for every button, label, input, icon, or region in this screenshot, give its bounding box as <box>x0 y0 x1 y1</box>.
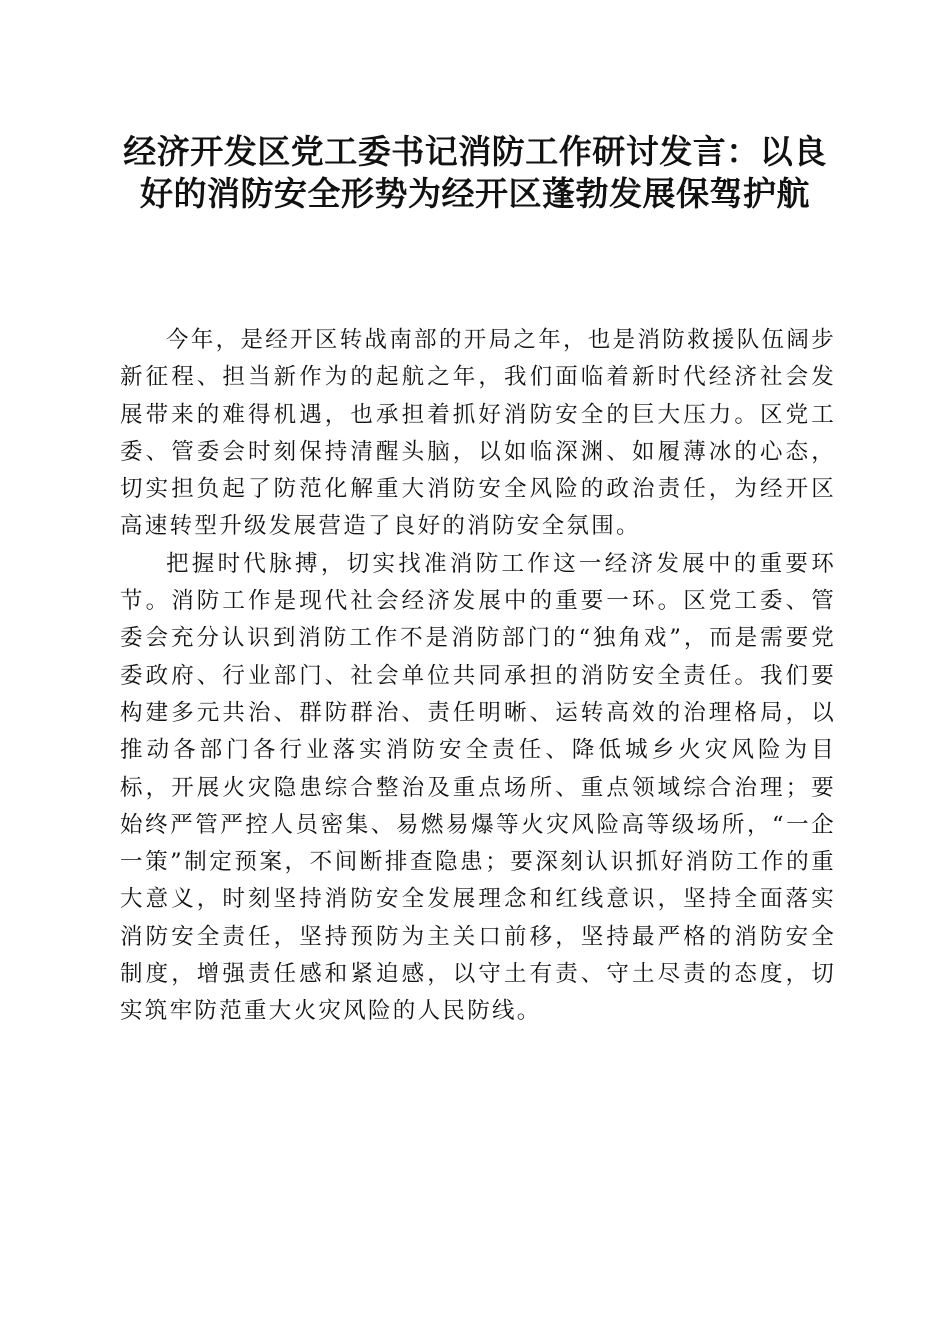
paragraph-intro: 今年，是经开区转战南部的开局之年，也是消防救援队伍阔步新征程、担当新作为的起航之年，我们面临着新时代经济社会发展带来的难得机遇，也承担着抓好消防安全的巨大压力。区党工委、管委会时刻保持清醒头脑，以如临深渊、如履薄冰的心态，切实担负起了防范化解重大消防安全风险的政治责任，为经开区高速转型升级发展营造了良好的消防安全氛围。 <box>120 327 836 540</box>
document-title: 经济开发区党工委书记消防工作研讨发言：以良好的消防安全形势为经开区蓬勃发展保驾护航 <box>123 132 827 213</box>
paragraph-grasp-era: 把握时代脉搏，切实找准消防工作这一经济发展中的重要环节。消防工作是现代社会经济发展中的重要一环。区党工委、管委会充分认识到消防工作不是消防部门的“独角戏”，而是需要党委政府、行业部门、社会单位共同承担的消防安全责任。我们要构建多元共治、群防群治、责任明晰、运转高效的治理格局，以推动各部门各行业落实消防安全责任、降低城乡火灾风险为目标，开展火灾隐患综合整治及重点场所、重点领域综合治理；要始终严管严控人员密集、易燃易爆等火灾风险高等级场所，“一企一策”制定预案，不间断排查隐患；要深刻认识抓好消防工作的重大意义，时刻坚持消防安全发展理念和红线意识，坚持全面落实消防安全责任，坚持预防为主关口前移，坚持最严格的消防安全制度，增强责任感和紧迫感，以守土有责、守土尽责的态度，切实筑牢防范重大火灾风险的人民防线。 <box>120 550 836 1025</box>
document-body <box>120 322 836 1031</box>
